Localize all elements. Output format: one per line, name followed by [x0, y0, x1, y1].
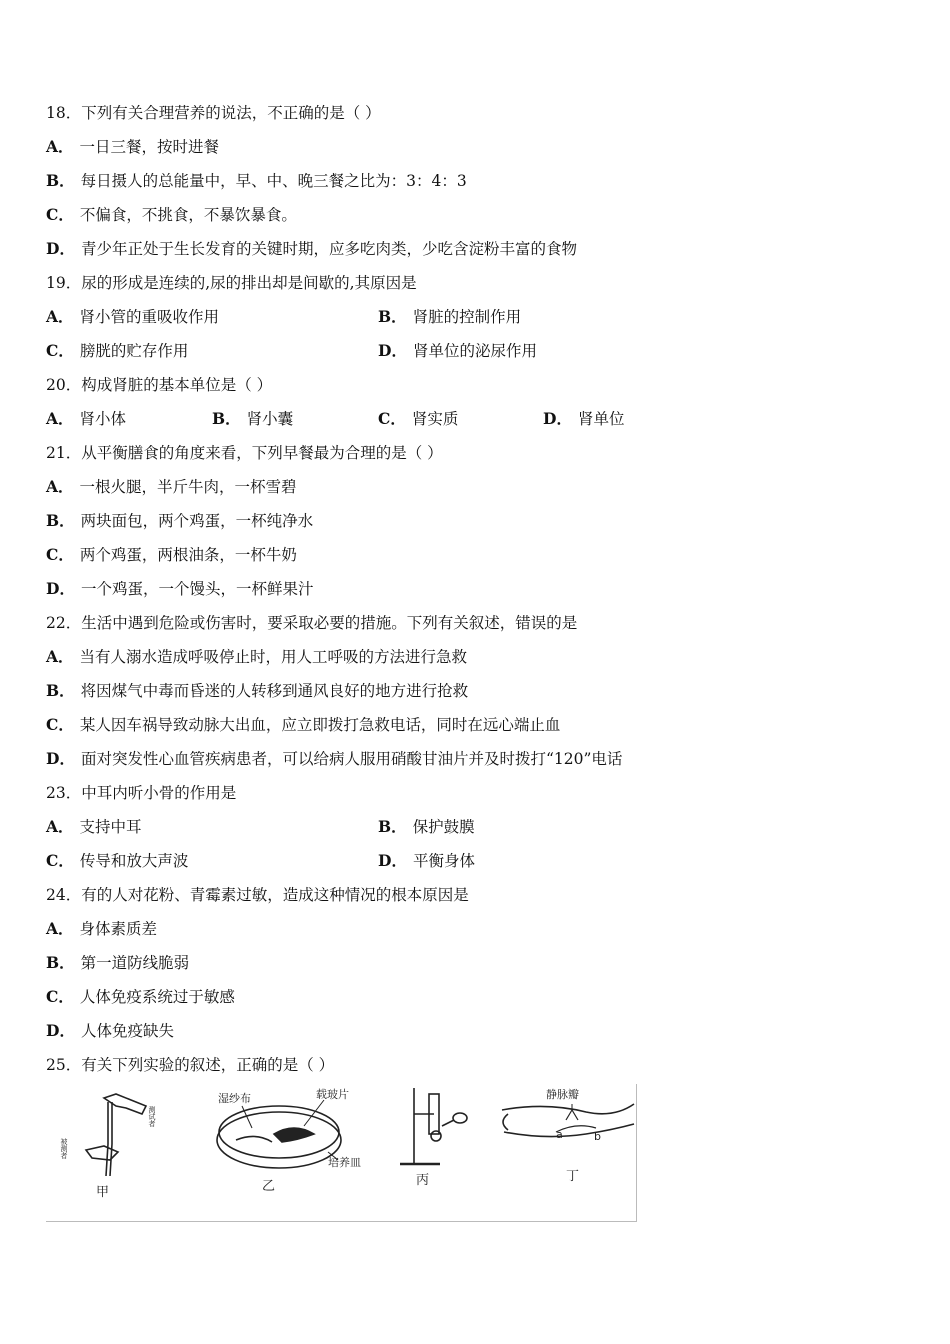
caption-ding: 丁 [566, 1169, 580, 1184]
arm-outline [502, 1104, 634, 1114]
q21-stem: 21．从平衡膳食的角度来看，下列早餐最为合理的是（ ） [46, 444, 443, 462]
caption-jia: 甲 [96, 1185, 110, 1200]
option-text: 身体素质差 [79, 920, 158, 938]
q19-option-c[interactable] [46, 341, 188, 361]
burner-icon [453, 1113, 467, 1123]
option-text: 两个鸡蛋，两根油条，一杯牛奶 [79, 546, 297, 564]
option-text: 第一道防线脆弱 [80, 954, 190, 972]
ruler-shape [106, 1102, 108, 1176]
tested-hand-icon [86, 1146, 118, 1160]
q19-option-a[interactable] [46, 307, 219, 327]
hand-outline [503, 1114, 508, 1130]
option-text: 传导和放大声波 [79, 852, 189, 870]
wet-gauze [236, 1136, 272, 1142]
q20-stem: 20．构成肾脏的基本单位是（ ） [46, 376, 273, 394]
experiment-diagrams [46, 1084, 636, 1221]
option-label: D． [46, 239, 75, 258]
option-label: A． [46, 307, 74, 326]
option-text: 肾单位的泌尿作用 [412, 342, 537, 360]
option-text: 不偏食，不挑食，不暴饮暴食。 [79, 206, 297, 224]
option-label: D． [46, 749, 75, 768]
option-text: 面对突发性心血管疾病患者，可以给病人服用硝酸甘油片并及时拨打“120”电话 [80, 750, 623, 768]
q20-option-c[interactable] [378, 409, 458, 429]
option-text: 两块面包，两个鸡蛋，一杯纯净水 [80, 512, 314, 530]
option-text: 一根火腿，半斤牛肉，一杯雪碧 [79, 478, 297, 496]
experiment-figure [46, 1084, 637, 1222]
option-text: 人体免疫系统过于敏感 [79, 988, 235, 1006]
option-label: B． [46, 681, 75, 700]
q19-stem: 19．尿的形成是连续的,尿的排出却是间歇的,其原因是 [46, 274, 417, 292]
option-label: A． [46, 647, 74, 666]
option-label: C． [46, 205, 74, 224]
point-b-label: b [594, 1130, 601, 1143]
option-label: C． [46, 545, 74, 564]
arm-outline [504, 1124, 634, 1137]
diagram-yi [217, 1087, 361, 1194]
q22-option-c[interactable] [46, 715, 560, 735]
option-label: D． [378, 341, 407, 360]
q20-option-a[interactable] [46, 409, 126, 429]
option-label: D． [46, 1021, 75, 1040]
option-text: 肾单位 [577, 410, 625, 428]
option-label: B． [378, 307, 407, 326]
q24-option-b[interactable] [46, 953, 189, 973]
point-a-label: a [556, 1128, 563, 1141]
q21-option-c[interactable] [46, 545, 297, 565]
option-text: 某人因车祸导致动脉大出血，应立即拨打急救电话，同时在远心端止血 [79, 716, 561, 734]
q18-stem: 18．下列有关合理营养的说法，不正确的是（ ） [46, 104, 381, 122]
valve-icon [566, 1110, 578, 1120]
q23-option-b[interactable] [378, 817, 475, 837]
dish-label: 培养皿 [328, 1156, 361, 1169]
option-text: 肾小体 [79, 410, 127, 428]
q18-option-c[interactable] [46, 205, 297, 225]
q24-option-a[interactable] [46, 919, 157, 939]
tester-label: 测试者 [148, 1106, 156, 1127]
q21-option-a[interactable] [46, 477, 297, 497]
q18-option-d[interactable] [46, 239, 577, 259]
option-label: A． [46, 409, 74, 428]
q25-stem: 25．有关下列实验的叙述，正确的是（ ） [46, 1056, 335, 1074]
option-label: A． [46, 817, 74, 836]
option-label: A． [46, 137, 74, 156]
q22-stem: 22．生活中遇到危险或伤害时，要采取必要的措施。下列有关叙述，错误的是 [46, 614, 578, 632]
option-text: 将因煤气中毒而昏迷的人转移到通风良好的地方进行抢救 [80, 682, 469, 700]
diagram-ding [502, 1087, 634, 1184]
option-text: 膀胱的贮存作用 [79, 342, 189, 360]
option-label: B． [212, 409, 241, 428]
diagram-bing [400, 1088, 467, 1188]
option-text: 肾小管的重吸收作用 [79, 308, 220, 326]
q24-stem: 24．有的人对花粉、青霉素过敏，造成这种情况的根本原因是 [46, 886, 469, 904]
option-label: D． [46, 579, 75, 598]
q22-option-d[interactable] [46, 749, 622, 769]
q21-option-d[interactable] [46, 579, 313, 599]
option-label: B． [46, 511, 75, 530]
q22-option-a[interactable] [46, 647, 467, 667]
option-label: C． [46, 987, 74, 1006]
option-label: D． [378, 851, 407, 870]
q23-option-d[interactable] [378, 851, 475, 871]
q21-option-b[interactable] [46, 511, 313, 531]
option-text: 一个鸡蛋，一个馒头，一杯鲜果汁 [80, 580, 314, 598]
option-text: 保护鼓膜 [412, 818, 475, 836]
option-label: B． [46, 953, 75, 972]
tester-hand-icon [104, 1094, 146, 1114]
option-text: 肾小囊 [246, 410, 294, 428]
option-label: C． [378, 409, 406, 428]
q18-option-a[interactable] [46, 137, 219, 157]
connector-line [442, 1120, 454, 1126]
option-label: C． [46, 851, 74, 870]
q19-option-b[interactable] [378, 307, 521, 327]
caption-yi: 乙 [262, 1179, 276, 1194]
slide-label: 载玻片 [316, 1088, 349, 1101]
specimen-icon [274, 1128, 314, 1142]
option-label: A． [46, 477, 74, 496]
option-label: B． [378, 817, 407, 836]
q18-option-b[interactable] [46, 171, 467, 191]
option-text: 当有人溺水造成呼吸停止时，用人工呼吸的方法进行急救 [79, 648, 468, 666]
q19-option-d[interactable] [378, 341, 537, 361]
option-text: 肾实质 [411, 410, 459, 428]
caption-bing: 丙 [416, 1173, 430, 1188]
option-label: C． [46, 715, 74, 734]
option-text: 一日三餐，按时进餐 [79, 138, 220, 156]
q23-stem: 23．中耳内听小骨的作用是 [46, 784, 237, 802]
option-label: C． [46, 341, 74, 360]
option-label: B． [46, 171, 75, 190]
option-text: 每日摄人的总能量中，早、中、晚三餐之比为：3：4：3 [80, 172, 467, 190]
option-text: 平衡身体 [412, 852, 475, 870]
q24-option-d[interactable] [46, 1021, 174, 1041]
ruler-shape [110, 1102, 112, 1176]
option-text: 青少年正处于生长发育的关键时期，应多吃肉类，少吃含淀粉丰富的食物 [80, 240, 577, 258]
option-text: 肾脏的控制作用 [412, 308, 522, 326]
q20-option-d[interactable] [543, 409, 624, 429]
option-label: D． [543, 409, 572, 428]
q23-option-c[interactable] [46, 851, 188, 871]
option-text: 支持中耳 [79, 818, 142, 836]
q22-option-b[interactable] [46, 681, 468, 701]
cloth-label: 湿纱布 [218, 1092, 251, 1105]
option-text: 人体免疫缺失 [80, 1022, 174, 1040]
q24-option-c[interactable] [46, 987, 235, 1007]
q20-option-b[interactable] [212, 409, 293, 429]
option-label: A． [46, 919, 74, 938]
tested-label: 被测者 [60, 1138, 68, 1159]
diagram-jia [60, 1094, 156, 1200]
bulb-shape [431, 1131, 441, 1141]
valve-label: 静脉瓣 [546, 1088, 579, 1101]
q23-option-a[interactable] [46, 817, 142, 837]
